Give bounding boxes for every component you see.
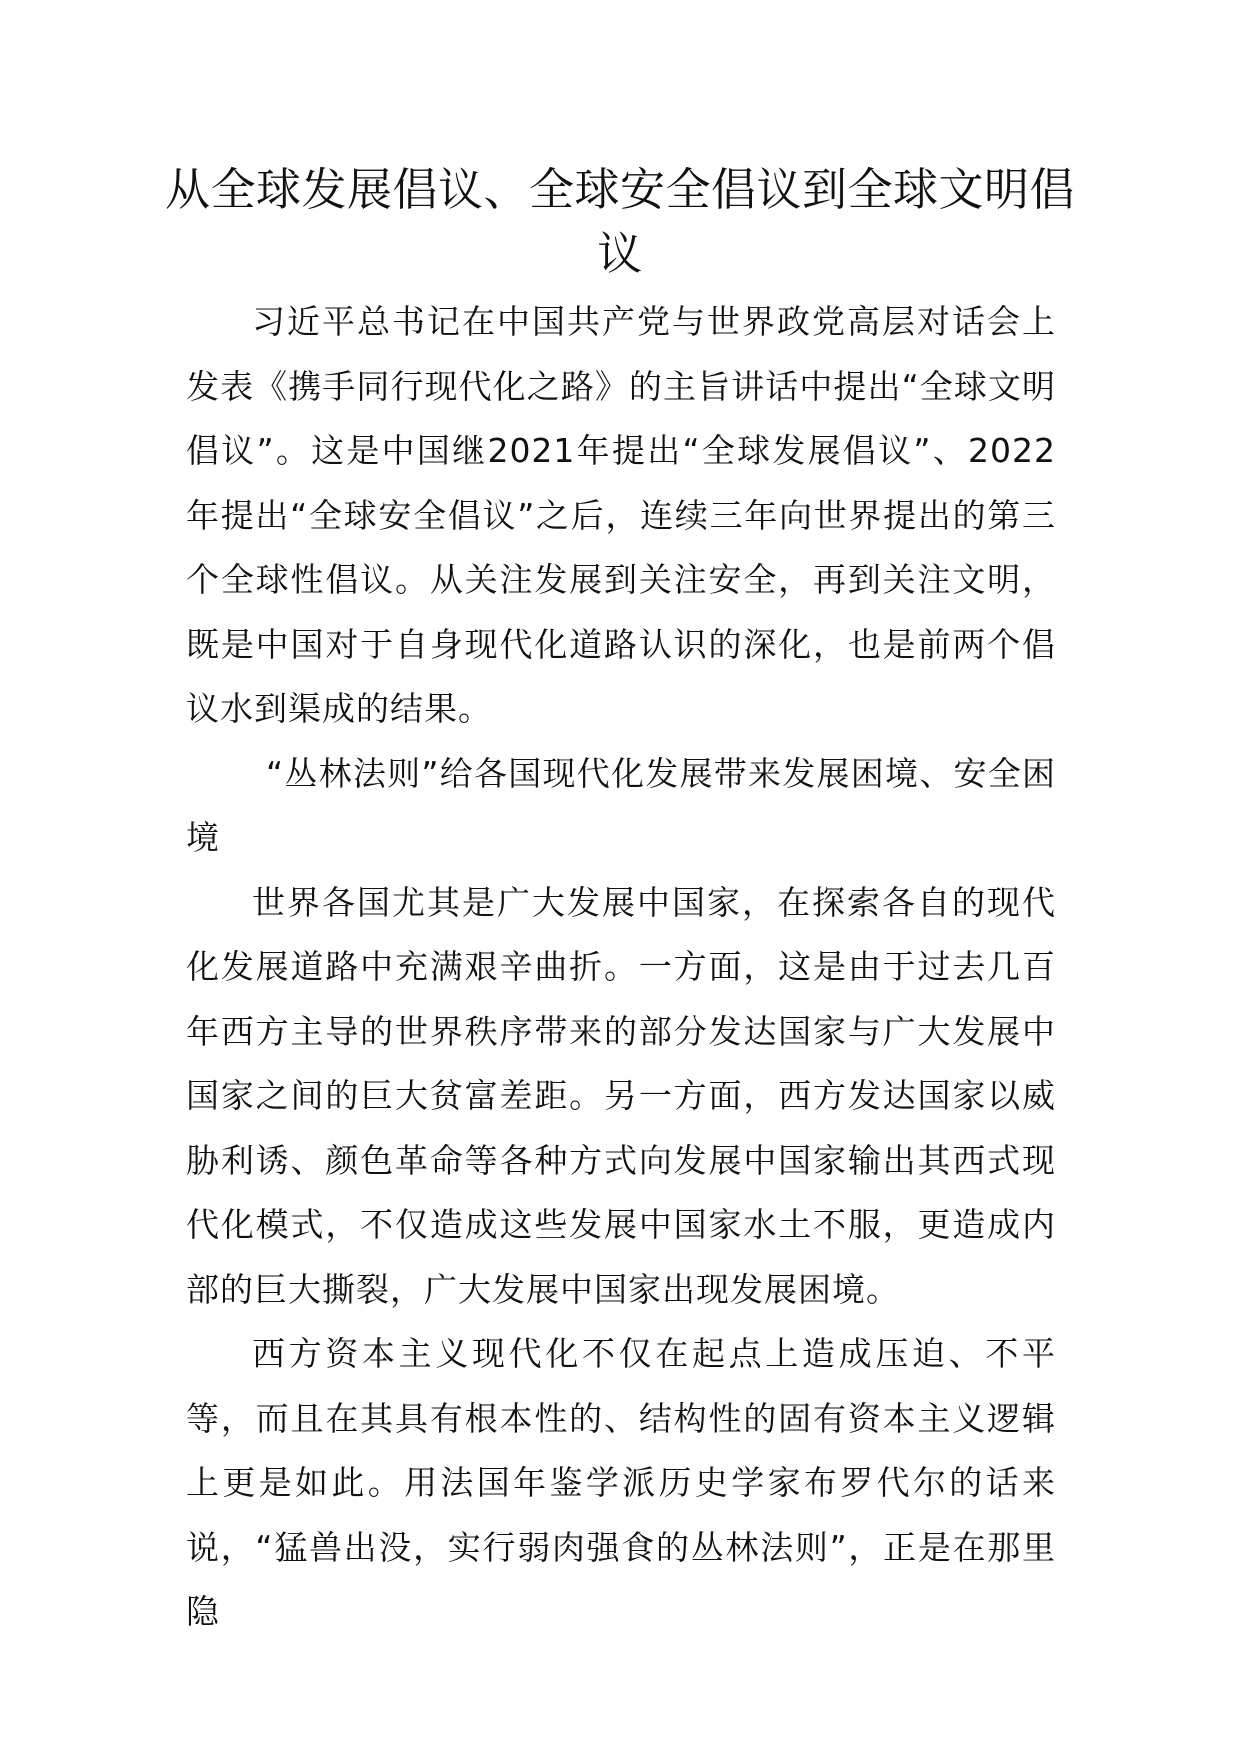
paragraph-development: 世界各国尤其是广大发展中国家，在探索各自的现代化发展道路中充满艰辛曲折。一方面，这是由于过去几百年西方主导的世界秩序带来的部分发达国家与广大发展中国家之间的巨大贫富差距。另一方面，西方发达国家以威胁利诱、颜色革命等各种方式向发展中国家输出其西式现代化模式，不仅造成这些发展中国家水土不服，更造成内部的巨大撕裂，广大发展中国家出现发展困境。: [186, 882, 1056, 1309]
article-body: [186, 290, 1056, 1645]
paragraph-intro: 习近平总书记在中国共产党与世界政党高层对话会上发表《携手同行现代化之路》的主旨讲话中提出“全球文明倡议”。这是中国继2021年提出“全球发展倡议”、2022年提出“全球安全倡议”之后，连续三年向世界提出的第三个全球性倡议。从关注发展到关注安全，再到关注文明，既是中国对于自身现代化道路认识的深化，也是前两个倡议水到渠成的结果。: [186, 302, 1056, 728]
section-heading: “丛林法则”给各国现代化发展带来发展困境、安全困境: [186, 753, 1056, 857]
paragraph-capitalism: 西方资本主义现代化不仅在起点上造成压迫、不平等，而且在其具有根本性的、结构性的固有资本主义逻辑上更是如此。用法国年鉴学派历史学家布罗代尔的话来说，“猛兽出没，实行弱肉强食的丛林法则”，正是在那里隐: [186, 1334, 1056, 1631]
page-title: 从全球发展倡议、全球安全倡议到全球文明倡议: [164, 163, 1075, 280]
